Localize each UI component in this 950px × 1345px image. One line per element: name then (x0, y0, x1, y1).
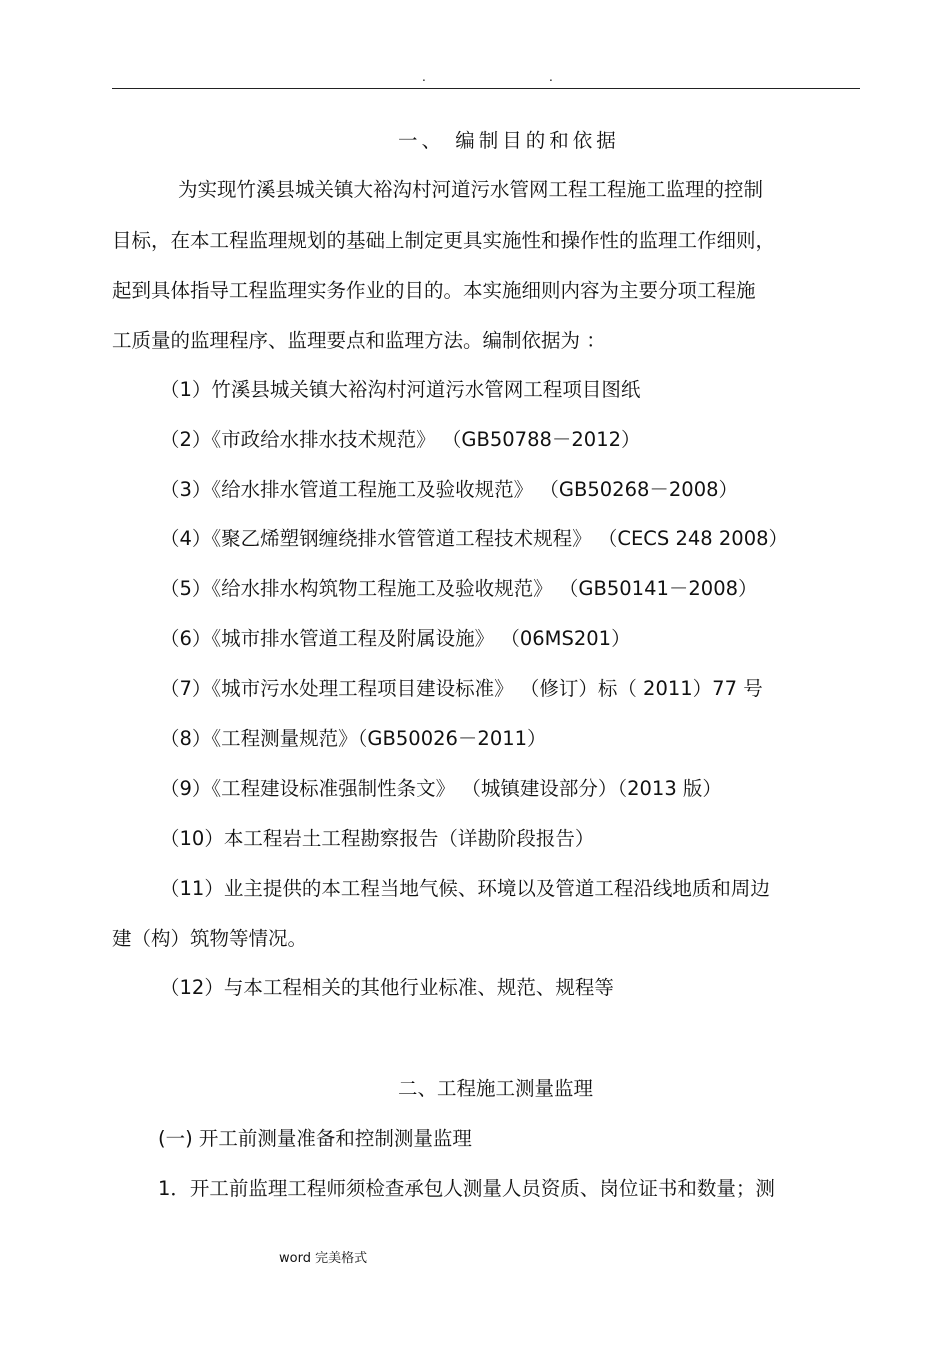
paragraph-line-2: 目标，在本工程监理规划的基础上制定更具实施性和操作性的监理工作细则， (112, 229, 776, 252)
basis-item-10: （10）本工程岩土工程勘察报告（详勘阶段报告） (160, 827, 595, 850)
basis-item-11-continued: 建（构）筑物等情况。 (112, 927, 308, 950)
paragraph-line-3: 起到具体指导工程监理实务作业的目的。本实施细则内容为主要分项工程施 (112, 279, 756, 302)
section-1-heading: 一、 编制目的和依据 (398, 129, 620, 152)
basis-item-4: （4）《聚乙烯塑钢缠绕排水管管道工程技术规程》 （CECS 248 2008） (160, 527, 789, 550)
section-2-item-1: 1．开工前监理工程师须检查承包人测量人员资质、岗位证书和数量；测 (158, 1177, 775, 1200)
header-rule (112, 88, 860, 89)
basis-item-8: （8）《工程测量规范》（GB50026－2011） (160, 727, 547, 750)
section-2-subheading: (一) 开工前测量准备和控制测量监理 (158, 1127, 472, 1150)
basis-item-3: （3）《给水排水管道工程施工及验收规范》 （GB50268－2008） (160, 478, 739, 501)
paragraph-line-4: 工质量的监理程序、监理要点和监理方法。编制依据为 ： (112, 329, 606, 352)
header-dot-left: . (422, 70, 426, 84)
basis-item-12: （12）与本工程相关的其他行业标准、规范、规程等 (160, 976, 614, 999)
basis-item-6: （6）《城市排水管道工程及附属设施》 （06MS201） (160, 627, 631, 650)
header-dots (0, 70, 950, 84)
page-footer: word 完美格式 (279, 1251, 368, 1266)
basis-item-1: （1）竹溪县城关镇大裕沟村河道污水管网工程项目图纸 (160, 378, 641, 401)
basis-item-11: （11）业主提供的本工程当地气候、环境以及管道工程沿线地质和周边 (160, 877, 770, 900)
basis-item-7: （7）《城市污水处理工程项目建设标准》 （修订）标（ 2011）77 号 (160, 677, 763, 700)
paragraph-line-1: 为实现竹溪县城关镇大裕沟村河道污水管网工程工程施工监理的控制 (178, 178, 764, 201)
basis-item-2: （2）《市政给水排水技术规范》 （GB50788－2012） (160, 428, 641, 451)
section-2-heading: 二、工程施工测量监理 (398, 1077, 594, 1100)
basis-item-5: （5）《给水排水构筑物工程施工及验收规范》 （GB50141－2008） (160, 577, 758, 600)
header-dot-right: . (549, 70, 553, 84)
basis-item-9: （9）《工程建设标准强制性条文》 （城镇建设部分）（2013 版） (160, 777, 722, 800)
